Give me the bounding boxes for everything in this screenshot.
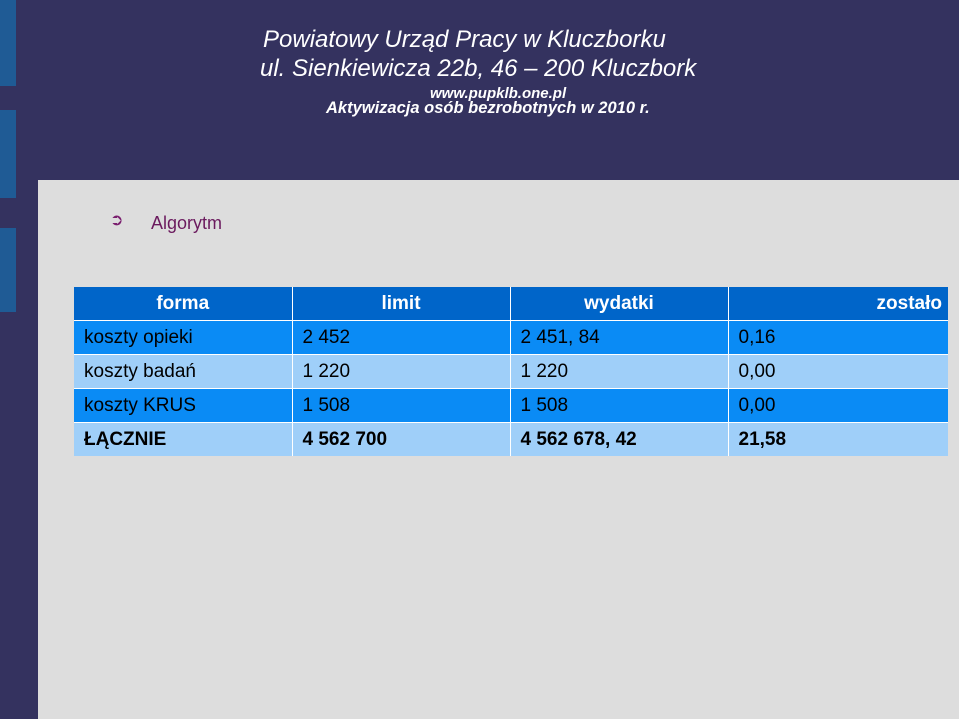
table-cell: koszty opieki [84,326,193,348]
bullet-label: Algorytm [151,213,223,233]
table-cell: 4 562 678, 42 [510,423,728,457]
table-cell: koszty KRUS [84,394,196,416]
table-cell: 0,00 [728,355,948,389]
column-header-limit: limit [292,287,510,321]
column-header-wydatki: wydatki [510,287,728,321]
table-cell: 0,00 [728,389,948,423]
table-cell: 21,58 [728,423,948,457]
table-cell: 2 451, 84 [510,321,728,355]
column-header-zostalo: zostało [728,287,948,321]
office-website: www.pupklb.one.pl [430,85,567,102]
table-cell: ŁĄCZNIE [84,428,167,450]
table-cell: 1 220 [292,355,510,389]
table-cell: 4 562 700 [292,423,510,457]
budget-table [74,287,948,456]
table-cell: 2 452 [292,321,510,355]
decorative-bar-bottom [0,228,16,312]
slide-header [0,0,959,180]
table-row [74,389,948,423]
column-header-forma: forma [156,292,210,314]
table-cell: 1 220 [510,355,728,389]
office-title: Powiatowy Urząd Pracy w Kluczborku [263,26,666,53]
curved-arrow-icon: ➲ [110,212,124,229]
office-address: ul. Sienkiewicza 22b, 46 – 200 Kluczbork [260,55,697,82]
table-row [74,321,948,355]
table-row [74,355,948,389]
table-cell: 0,16 [728,321,948,355]
table-total-row [74,423,948,457]
slide-subtitle: Aktywizacja osób bezrobotnych w 2010 r. [326,99,650,117]
table-header-row [74,287,948,321]
table-cell: 1 508 [292,389,510,423]
slide-content [38,180,959,719]
table-cell: koszty badań [84,360,196,382]
table-cell: 1 508 [510,389,728,423]
